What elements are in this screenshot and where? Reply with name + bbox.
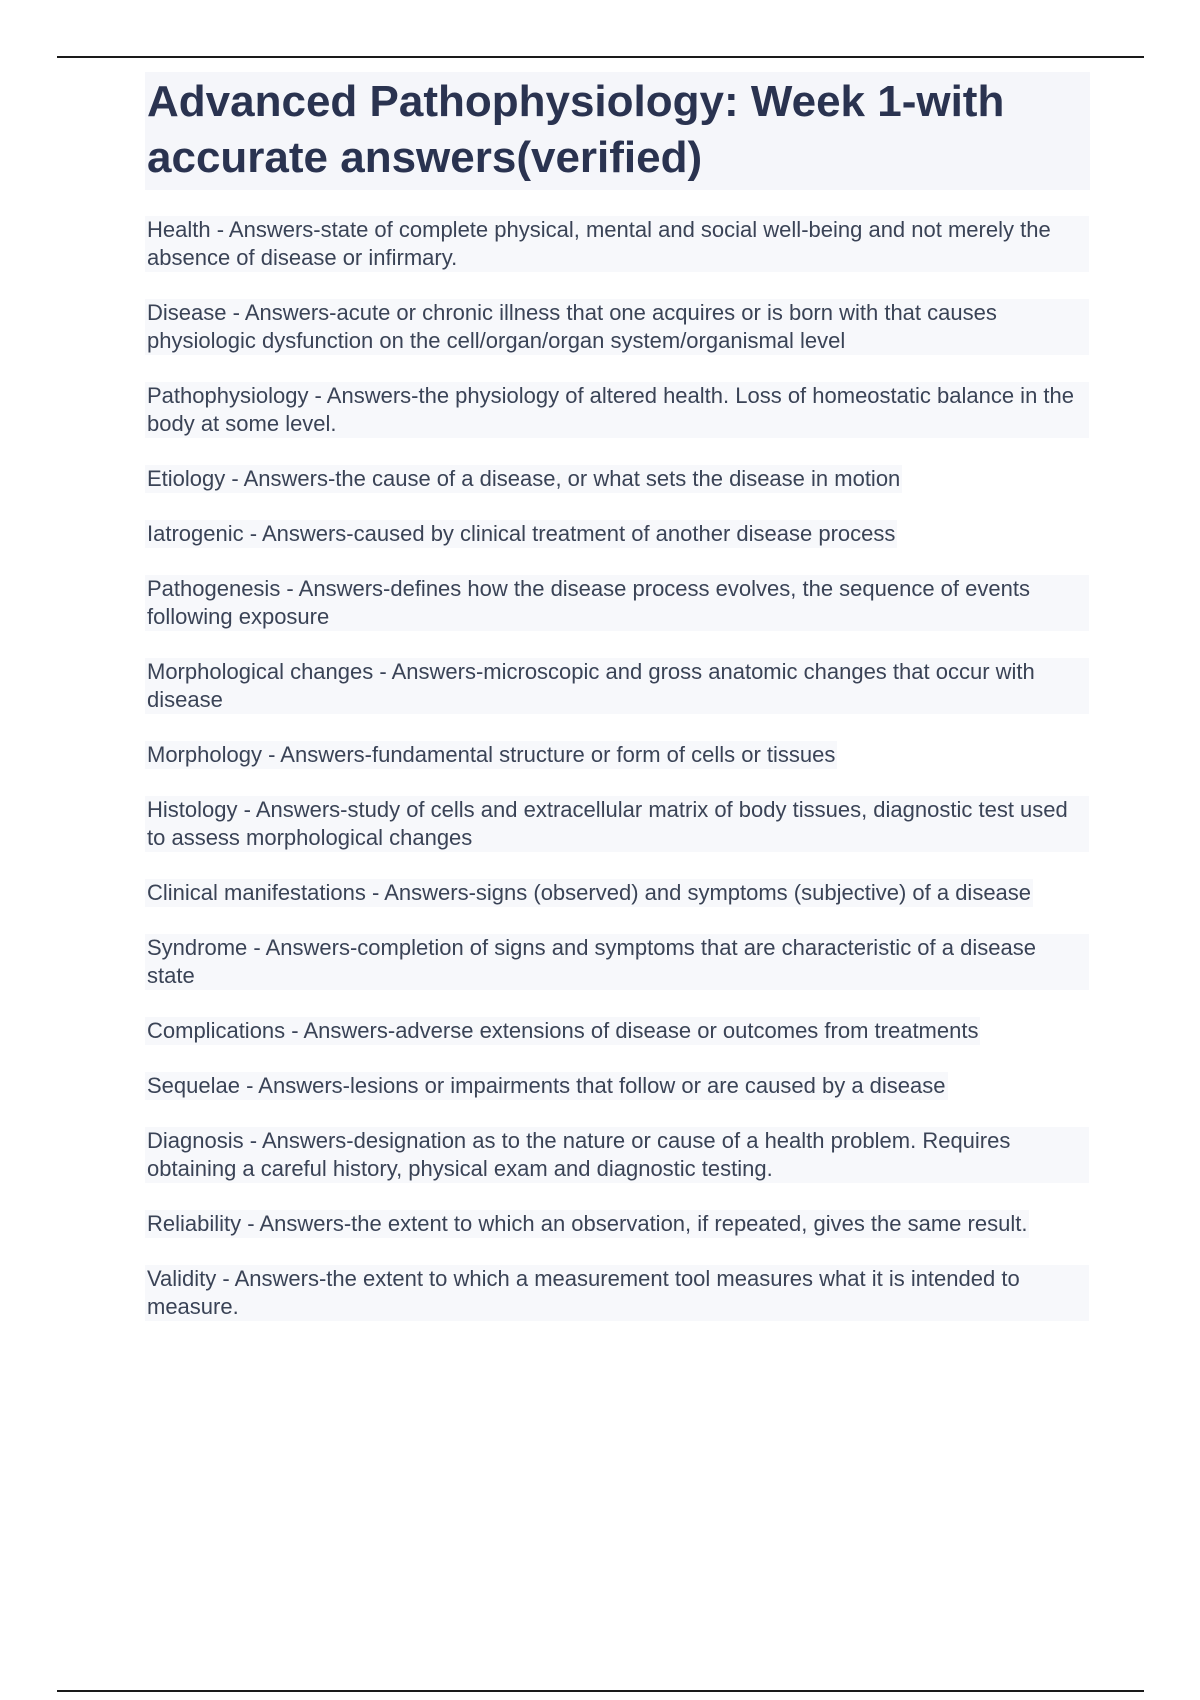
definition-item: Morphology - Answers-fundamental structure or form of cells or tissues bbox=[147, 742, 836, 767]
definition-item: Syndrome - Answers-completion of signs and symptoms that are characteristic of a disease state bbox=[145, 934, 1089, 990]
definition-item: Clinical manifestations - Answers-signs (observed) and symptoms (subjective) of a disease bbox=[147, 880, 1032, 905]
definition-list bbox=[145, 216, 1090, 1321]
definition-item: Etiology - Answers-the cause of a disease, or what sets the disease in motion bbox=[147, 466, 901, 491]
definition-item: Pathophysiology - Answers-the physiology of altered health. Loss of homeostatic balance in the body at some level. bbox=[145, 382, 1089, 438]
document-title: Advanced Pathophysiology: Week 1-with accurate answers(verified) bbox=[145, 72, 1090, 190]
definition-item: Diagnosis - Answers-designation as to the nature or cause of a health problem. Requires obtaining a careful history, physical exam and diagnostic testing. bbox=[145, 1127, 1089, 1183]
bottom-divider bbox=[57, 1690, 1144, 1692]
definition-item: Disease - Answers-acute or chronic illness that one acquires or is born with that causes physiologic dysfunction on the cell/organ/organ system/organismal level bbox=[145, 299, 1089, 355]
definition-item: Histology - Answers-study of cells and extracellular matrix of body tissues, diagnostic test used to assess morphological changes bbox=[145, 796, 1089, 852]
definition-item: Complications - Answers-adverse extensions of disease or outcomes from treatments bbox=[147, 1018, 979, 1043]
definition-item: Pathogenesis - Answers-defines how the disease process evolves, the sequence of events following exposure bbox=[145, 575, 1089, 631]
definition-item: Validity - Answers-the extent to which a measurement tool measures what it is intended to measure. bbox=[145, 1265, 1089, 1321]
definition-item: Morphological changes - Answers-microscopic and gross anatomic changes that occur with disease bbox=[145, 658, 1089, 714]
definition-item: Sequelae - Answers-lesions or impairments that follow or are caused by a disease bbox=[147, 1073, 946, 1098]
top-divider bbox=[57, 56, 1144, 58]
document-body bbox=[145, 72, 1090, 1348]
definition-item: Health - Answers-state of complete physical, mental and social well-being and not merely the absence of disease or infirmary. bbox=[145, 216, 1089, 272]
definition-item: Reliability - Answers-the extent to which an observation, if repeated, gives the same result. bbox=[147, 1211, 1028, 1236]
definition-item: Iatrogenic - Answers-caused by clinical treatment of another disease process bbox=[147, 521, 896, 546]
